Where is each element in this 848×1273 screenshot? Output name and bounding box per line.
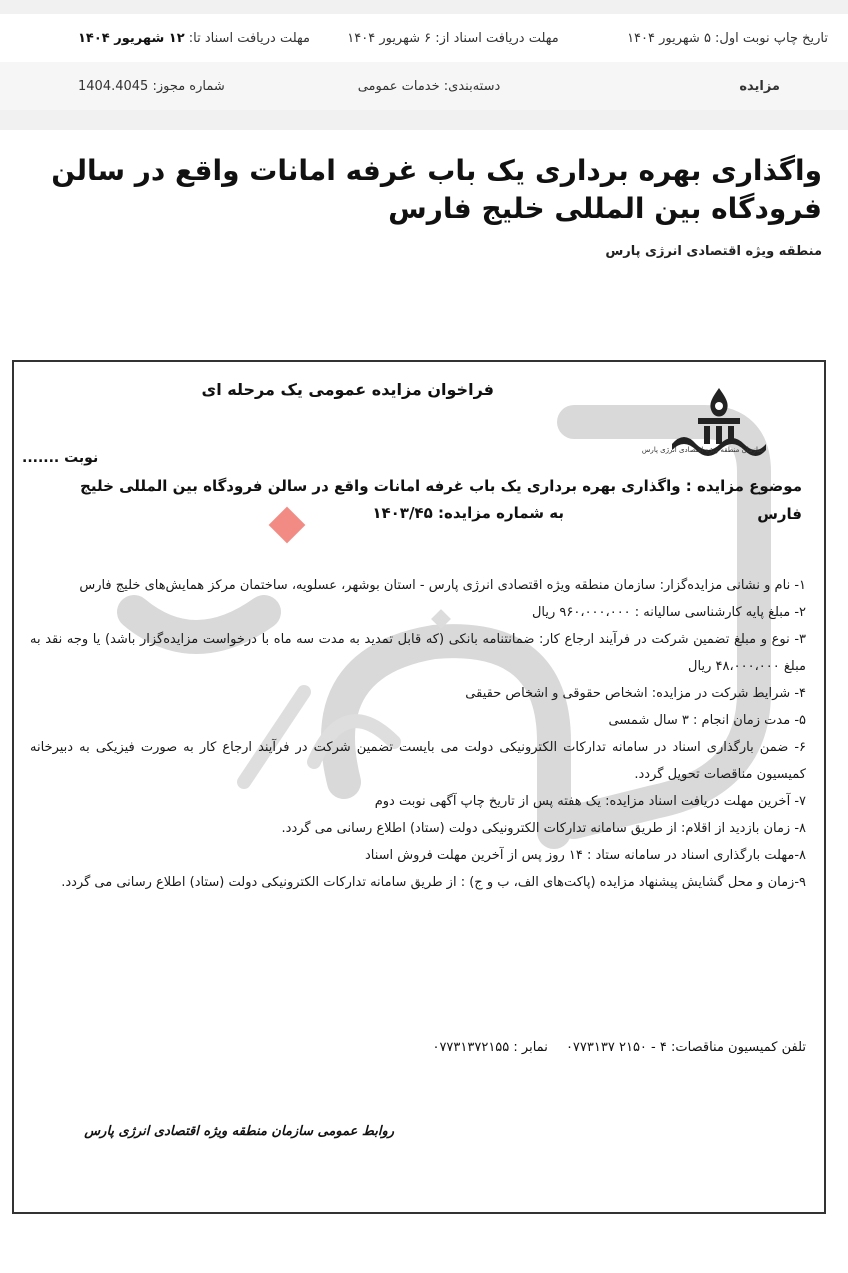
list-item: ۵- مدت زمان انجام : ۳ سال شمسی bbox=[608, 713, 806, 728]
logo-caption: سازمان منطقه ویژه اقتصادی انرژی پارس bbox=[641, 446, 764, 454]
list-item: ۲- مبلغ پایه کارشناسی سالیانه : ۹۶۰،۰۰۰،۰۰۰ ریال bbox=[531, 605, 806, 620]
list-item: ۷- آخرین مهلت دریافت اسناد مزایده: یک هفته پس از تاریخ چاپ آگهی نوبت دوم bbox=[374, 794, 806, 809]
organization-link[interactable]: منطقه ویژه اقتصادی انرژی پارس bbox=[605, 244, 822, 259]
notice-items-list bbox=[30, 572, 806, 896]
public-relations-signature: روابط عمومی سازمان منطقه ویژه اقتصادی انرژی پارس bbox=[84, 1124, 394, 1139]
list-item: ۱- نام و نشانی مزایده‌گزار: سازمان منطقه ویژه اقتصادی انرژی پارس - استان بوشهر، عسلویه، ساختمان مرکز همایش‌های خلیج فارس bbox=[79, 578, 806, 593]
list-item: ۸- زمان بازدید از اقلام: از طریق سامانه تدارکات الکترونیکی دولت (ستاد) اطلاع رسانی می گردد. bbox=[281, 821, 806, 836]
list-item: ۴- شرایط شرکت در مزایده: اشخاص حقوقی و اشخاص حقیقی bbox=[465, 686, 806, 701]
first-print-date: تاریخ چاپ نوبت اول: ۵ شهریور ۱۴۰۴ bbox=[627, 30, 828, 46]
docs-until-label: مهلت دریافت اسناد تا: bbox=[188, 30, 310, 46]
listing-category: دسته‌بندی: خدمات عمومی bbox=[357, 78, 501, 94]
docs-from-date: مهلت دریافت اسناد از: ۶ شهریور ۱۴۰۴ bbox=[347, 30, 559, 46]
page-title: واگذاری بهره برداری یک باب غرفه امانات واقع در سالن فرودگاه بین المللی خلیج فارس bbox=[51, 154, 822, 225]
listing-type: مزایده bbox=[739, 78, 780, 94]
auction-subject: موضوع مزایده : واگذاری بهره برداری یک باب غرفه امانات واقع در سالن فرودگاه بین المللی خلیج فارس bbox=[80, 477, 802, 523]
permit-number: شماره مجوز: 1404.4045 bbox=[78, 78, 225, 94]
list-item: ۸-مهلت بارگذاری اسناد در سامانه ستاد : ۱۴ روز پس از آخرین مهلت فروش اسناد bbox=[364, 848, 806, 863]
round-number: نوبت ....... bbox=[22, 450, 99, 466]
list-item: ۶- ضمن بارگذاری اسناد در سامانه تدارکات الکترونیکی دولت می بایست تضمین شرکت در فرآیند ارجاع کار به صورت فیزیکی به دبیرخانه کمیسیون مناقصات تحویل گردد. bbox=[30, 740, 806, 782]
list-item: ۳- نوع و مبلغ تضمین شرکت در فرآیند ارجاع کار: ضمانتنامه بانکی (که قابل تمدید به مدت سه ماه با درخواست مزایده‌گزار باشد) یا وجه نقد به مبلغ ۴۸،۰۰۰،۰۰۰ ریال bbox=[30, 632, 806, 674]
fax-number: نمابر : ۰۷۷۳۱۳۷۲۱۵۵ bbox=[432, 1040, 548, 1055]
notice-image[interactable] bbox=[12, 360, 826, 1214]
notice-title: فراخوان مزایده عمومی یک مرحله ای bbox=[201, 380, 494, 399]
listing-meta-card bbox=[0, 14, 848, 110]
list-item: ۹-زمان و محل گشایش پیشنهاد مزایده (پاکت‌های الف، ب و ج) : از طریق سامانه تدارکات الکترونیکی دولت (ستاد) اطلاع رسانی می گردد. bbox=[61, 875, 806, 890]
docs-until-date bbox=[20, 31, 328, 46]
meta-row-info bbox=[0, 62, 848, 110]
meta-row-dates bbox=[0, 14, 848, 62]
auction-number: به شماره مزایده: ۱۴۰۳/۴۵ bbox=[372, 504, 564, 522]
phone-number: تلفن کمیسیون مناقصات: ۴ - ۲۱۵۰ ۰۷۷۳۱۳۷ bbox=[565, 1040, 806, 1055]
docs-until-value: ۱۲ شهریور ۱۴۰۴ bbox=[78, 30, 185, 46]
contact-phones bbox=[30, 1040, 806, 1055]
